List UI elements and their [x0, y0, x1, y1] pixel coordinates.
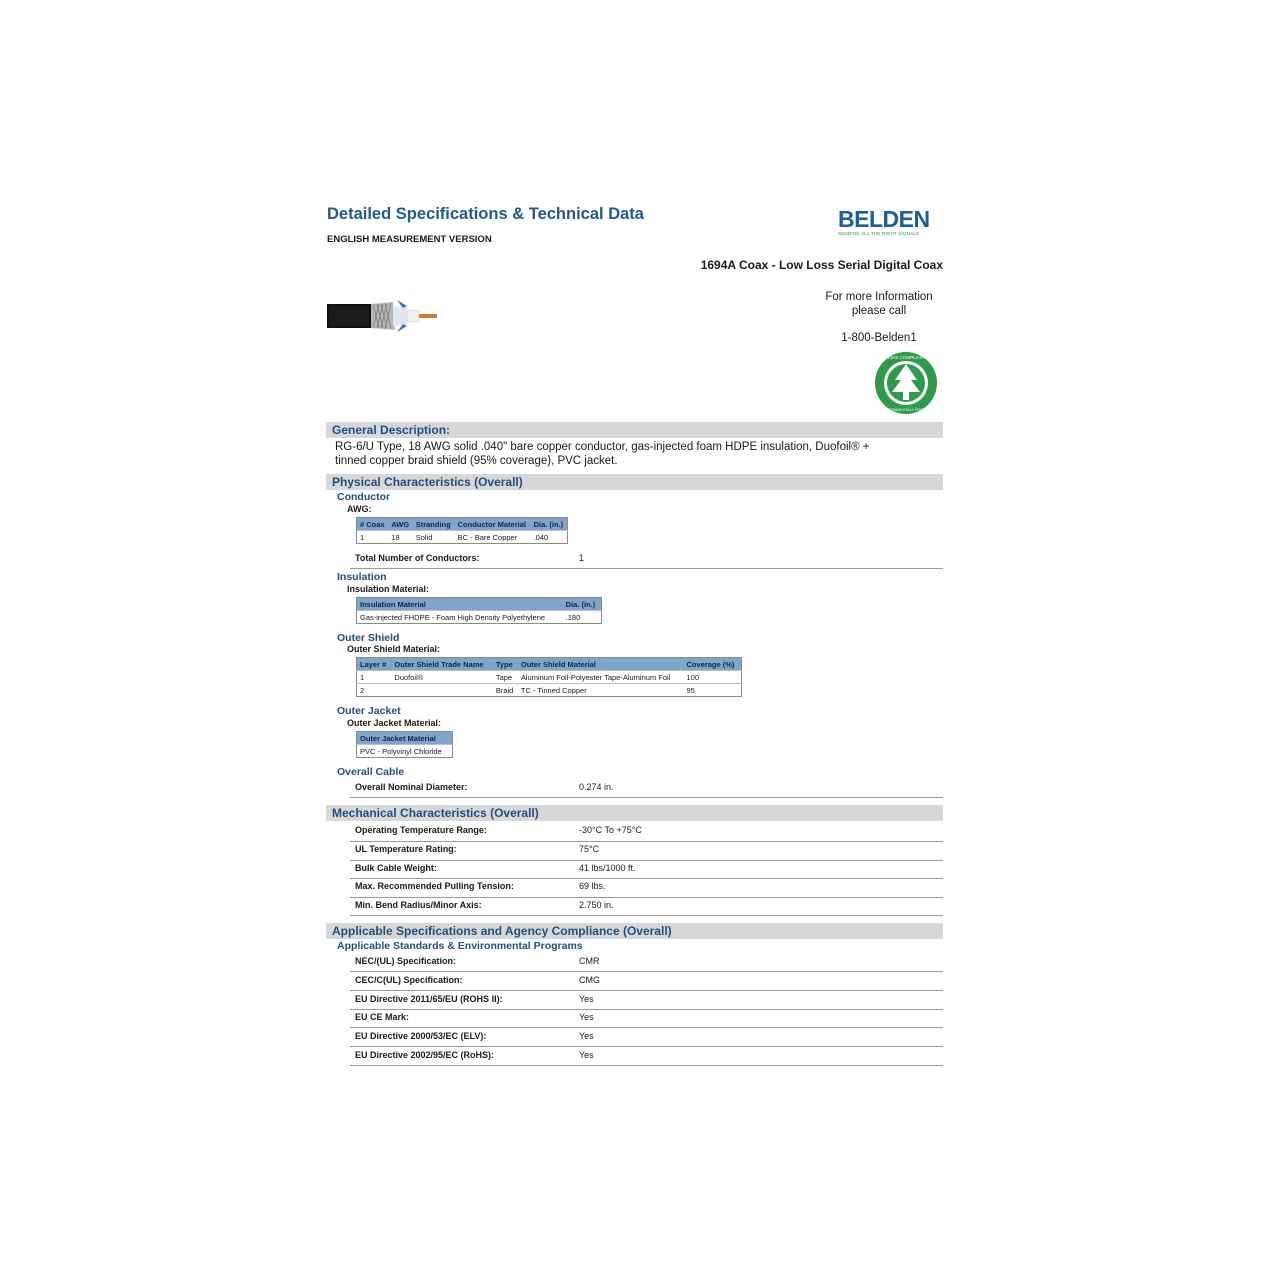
divider	[350, 568, 943, 569]
info-line-2: please call	[851, 305, 907, 317]
table-cell: .180	[563, 611, 602, 624]
table-cell: BC - Bare Copper	[455, 531, 531, 544]
overall-cable-title: Overall Cable	[337, 766, 405, 778]
table-cell: Braid	[493, 684, 518, 697]
mechanical-heading: Mechanical Characteristics (Overall)	[326, 805, 943, 821]
general-description	[335, 440, 895, 468]
outer-jacket-title: Outer Jacket	[337, 705, 401, 717]
divider	[350, 841, 943, 842]
spec-value: Yes	[579, 1050, 594, 1060]
table-row	[357, 611, 602, 624]
outer-shield-title: Outer Shield	[337, 632, 400, 644]
logo-text: BELDEN	[838, 206, 930, 232]
spec-value: -30°C To +75°C	[579, 825, 642, 835]
col-header: AWG	[388, 518, 412, 531]
spec-label: Max. Recommended Pulling Tension:	[355, 881, 514, 891]
page-title: Detailed Specifications & Technical Data	[327, 205, 644, 223]
phone-number: 1-800-Belden1	[841, 332, 917, 344]
table-cell: 95	[683, 684, 741, 697]
description-line-1: RG-6/U Type, 18 AWG solid .040" bare copper conductor, gas-injected foam HDPE insulation, Duofoil® +	[335, 441, 870, 453]
info-line-1: For more Information	[825, 291, 933, 303]
badge-top-text: RoHS COMPLIANT	[886, 355, 926, 360]
spec-label: Operating Temperature Range:	[355, 825, 487, 835]
spec-label: CEC/C(UL) Specification:	[355, 975, 463, 985]
conductor-title: Conductor	[337, 491, 391, 503]
divider	[350, 1027, 943, 1028]
rohs-badge	[873, 350, 939, 416]
overall-diameter-label: Overall Nominal Diameter:	[355, 782, 468, 792]
table-cell	[391, 684, 492, 697]
table-cell: Aluminum Foil-Polyester Tape-Aluminum Foil	[518, 671, 684, 684]
table-cell: Gas-injected FHDPE - Foam High Density Polyethylene	[357, 611, 563, 624]
compliance-heading: Applicable Specifications and Agency Compliance (Overall)	[326, 923, 943, 939]
insulation-material-label: Insulation Material:	[347, 584, 430, 594]
spec-value: Yes	[579, 1012, 594, 1022]
col-header: Dia. (in.)	[531, 518, 568, 531]
insulation-table	[356, 597, 602, 624]
table-row	[357, 531, 568, 544]
conductor-table	[356, 517, 568, 544]
divider	[350, 1046, 943, 1047]
table-cell: 18	[388, 531, 412, 544]
total-conductors-label: Total Number of Conductors:	[355, 553, 480, 563]
spec-label: EU Directive 2002/95/EC (RoHS):	[355, 1050, 495, 1060]
overall-diameter-value: 0.274 in.	[579, 782, 614, 792]
col-header: # Coax	[357, 518, 389, 531]
table-cell: 1	[357, 671, 392, 684]
spec-label: EU Directive 2000/53/EC (ELV):	[355, 1031, 487, 1041]
measurement-version: ENGLISH MEASUREMENT VERSION	[327, 234, 492, 245]
spec-value: CMG	[579, 975, 600, 985]
spec-label: EU Directive 2011/65/EU (ROHS II):	[355, 994, 503, 1004]
insulation-title: Insulation	[337, 571, 387, 583]
product-name: 1694A Coax - Low Loss Serial Digital Coax	[700, 258, 943, 272]
divider	[350, 915, 943, 916]
spec-label: NEC/(UL) Specification:	[355, 956, 457, 966]
table-cell: 2	[357, 684, 392, 697]
col-header: Insulation Material	[357, 598, 563, 611]
total-conductors-value: 1	[579, 553, 585, 563]
divider	[350, 878, 943, 879]
spec-label: EU CE Mark:	[355, 1012, 410, 1022]
spec-value: 75°C	[579, 844, 600, 854]
table-cell: 1	[357, 531, 389, 544]
spec-label: Min. Bend Radius/Minor Axis:	[355, 900, 482, 910]
spec-value: 41 lbs/1000 ft.	[579, 863, 636, 873]
col-header: Type	[493, 658, 518, 671]
table-cell: Tape	[493, 671, 518, 684]
spec-value: Yes	[579, 1031, 594, 1041]
table-row	[357, 745, 453, 758]
divider	[350, 1065, 943, 1066]
table-row	[357, 684, 742, 697]
cable-image	[327, 296, 439, 336]
col-header: Conductor Material	[455, 518, 531, 531]
general-description-heading: General Description:	[326, 422, 943, 438]
col-header: Layer #	[357, 658, 392, 671]
spec-value: CMR	[579, 956, 600, 966]
table-cell: TC - Tinned Copper	[518, 684, 684, 697]
outer-shield-table	[356, 657, 742, 697]
awg-label: AWG:	[347, 504, 372, 514]
outer-jacket-table	[356, 731, 453, 758]
divider	[350, 860, 943, 861]
col-header: Dia. (in.)	[563, 598, 602, 611]
spec-label: UL Temperature Rating:	[355, 844, 457, 854]
logo-tagline: SENDING ALL THE RIGHT SIGNALS	[838, 231, 920, 236]
physical-heading: Physical Characteristics (Overall)	[326, 474, 943, 490]
table-row	[357, 671, 742, 684]
divider	[350, 797, 943, 798]
table-cell: Solid	[413, 531, 455, 544]
standards-title: Applicable Standards & Environmental Programs	[337, 940, 583, 952]
divider	[350, 897, 943, 898]
col-header: Coverage (%)	[683, 658, 741, 671]
belden-logo	[838, 208, 933, 242]
spec-value: Yes	[579, 994, 594, 1004]
description-line-2: tinned copper braid shield (95% coverage), PVC jacket.	[335, 455, 618, 467]
table-cell: 100	[683, 671, 741, 684]
col-header: Outer Shield Material	[518, 658, 684, 671]
spec-value: 69 lbs.	[579, 881, 606, 891]
divider	[350, 990, 943, 991]
badge-bottom-text: ENVIRONMENTALLY FRIENDLY	[880, 408, 932, 412]
outer-jacket-material-label: Outer Jacket Material:	[347, 718, 442, 728]
divider	[350, 971, 943, 972]
table-cell: .040	[531, 531, 568, 544]
spec-label: Bulk Cable Weight:	[355, 863, 437, 873]
spec-value: 2.750 in.	[579, 900, 614, 910]
col-header: Stranding	[413, 518, 455, 531]
col-header: Outer Shield Trade Name	[391, 658, 492, 671]
table-cell: PVC - Polyvinyl Chloride	[357, 745, 453, 758]
table-cell: Duofoil®	[391, 671, 492, 684]
col-header: Outer Jacket Material	[357, 732, 453, 745]
info-text	[818, 290, 940, 318]
divider	[350, 1009, 943, 1010]
outer-shield-material-label: Outer Shield Material:	[347, 644, 441, 654]
